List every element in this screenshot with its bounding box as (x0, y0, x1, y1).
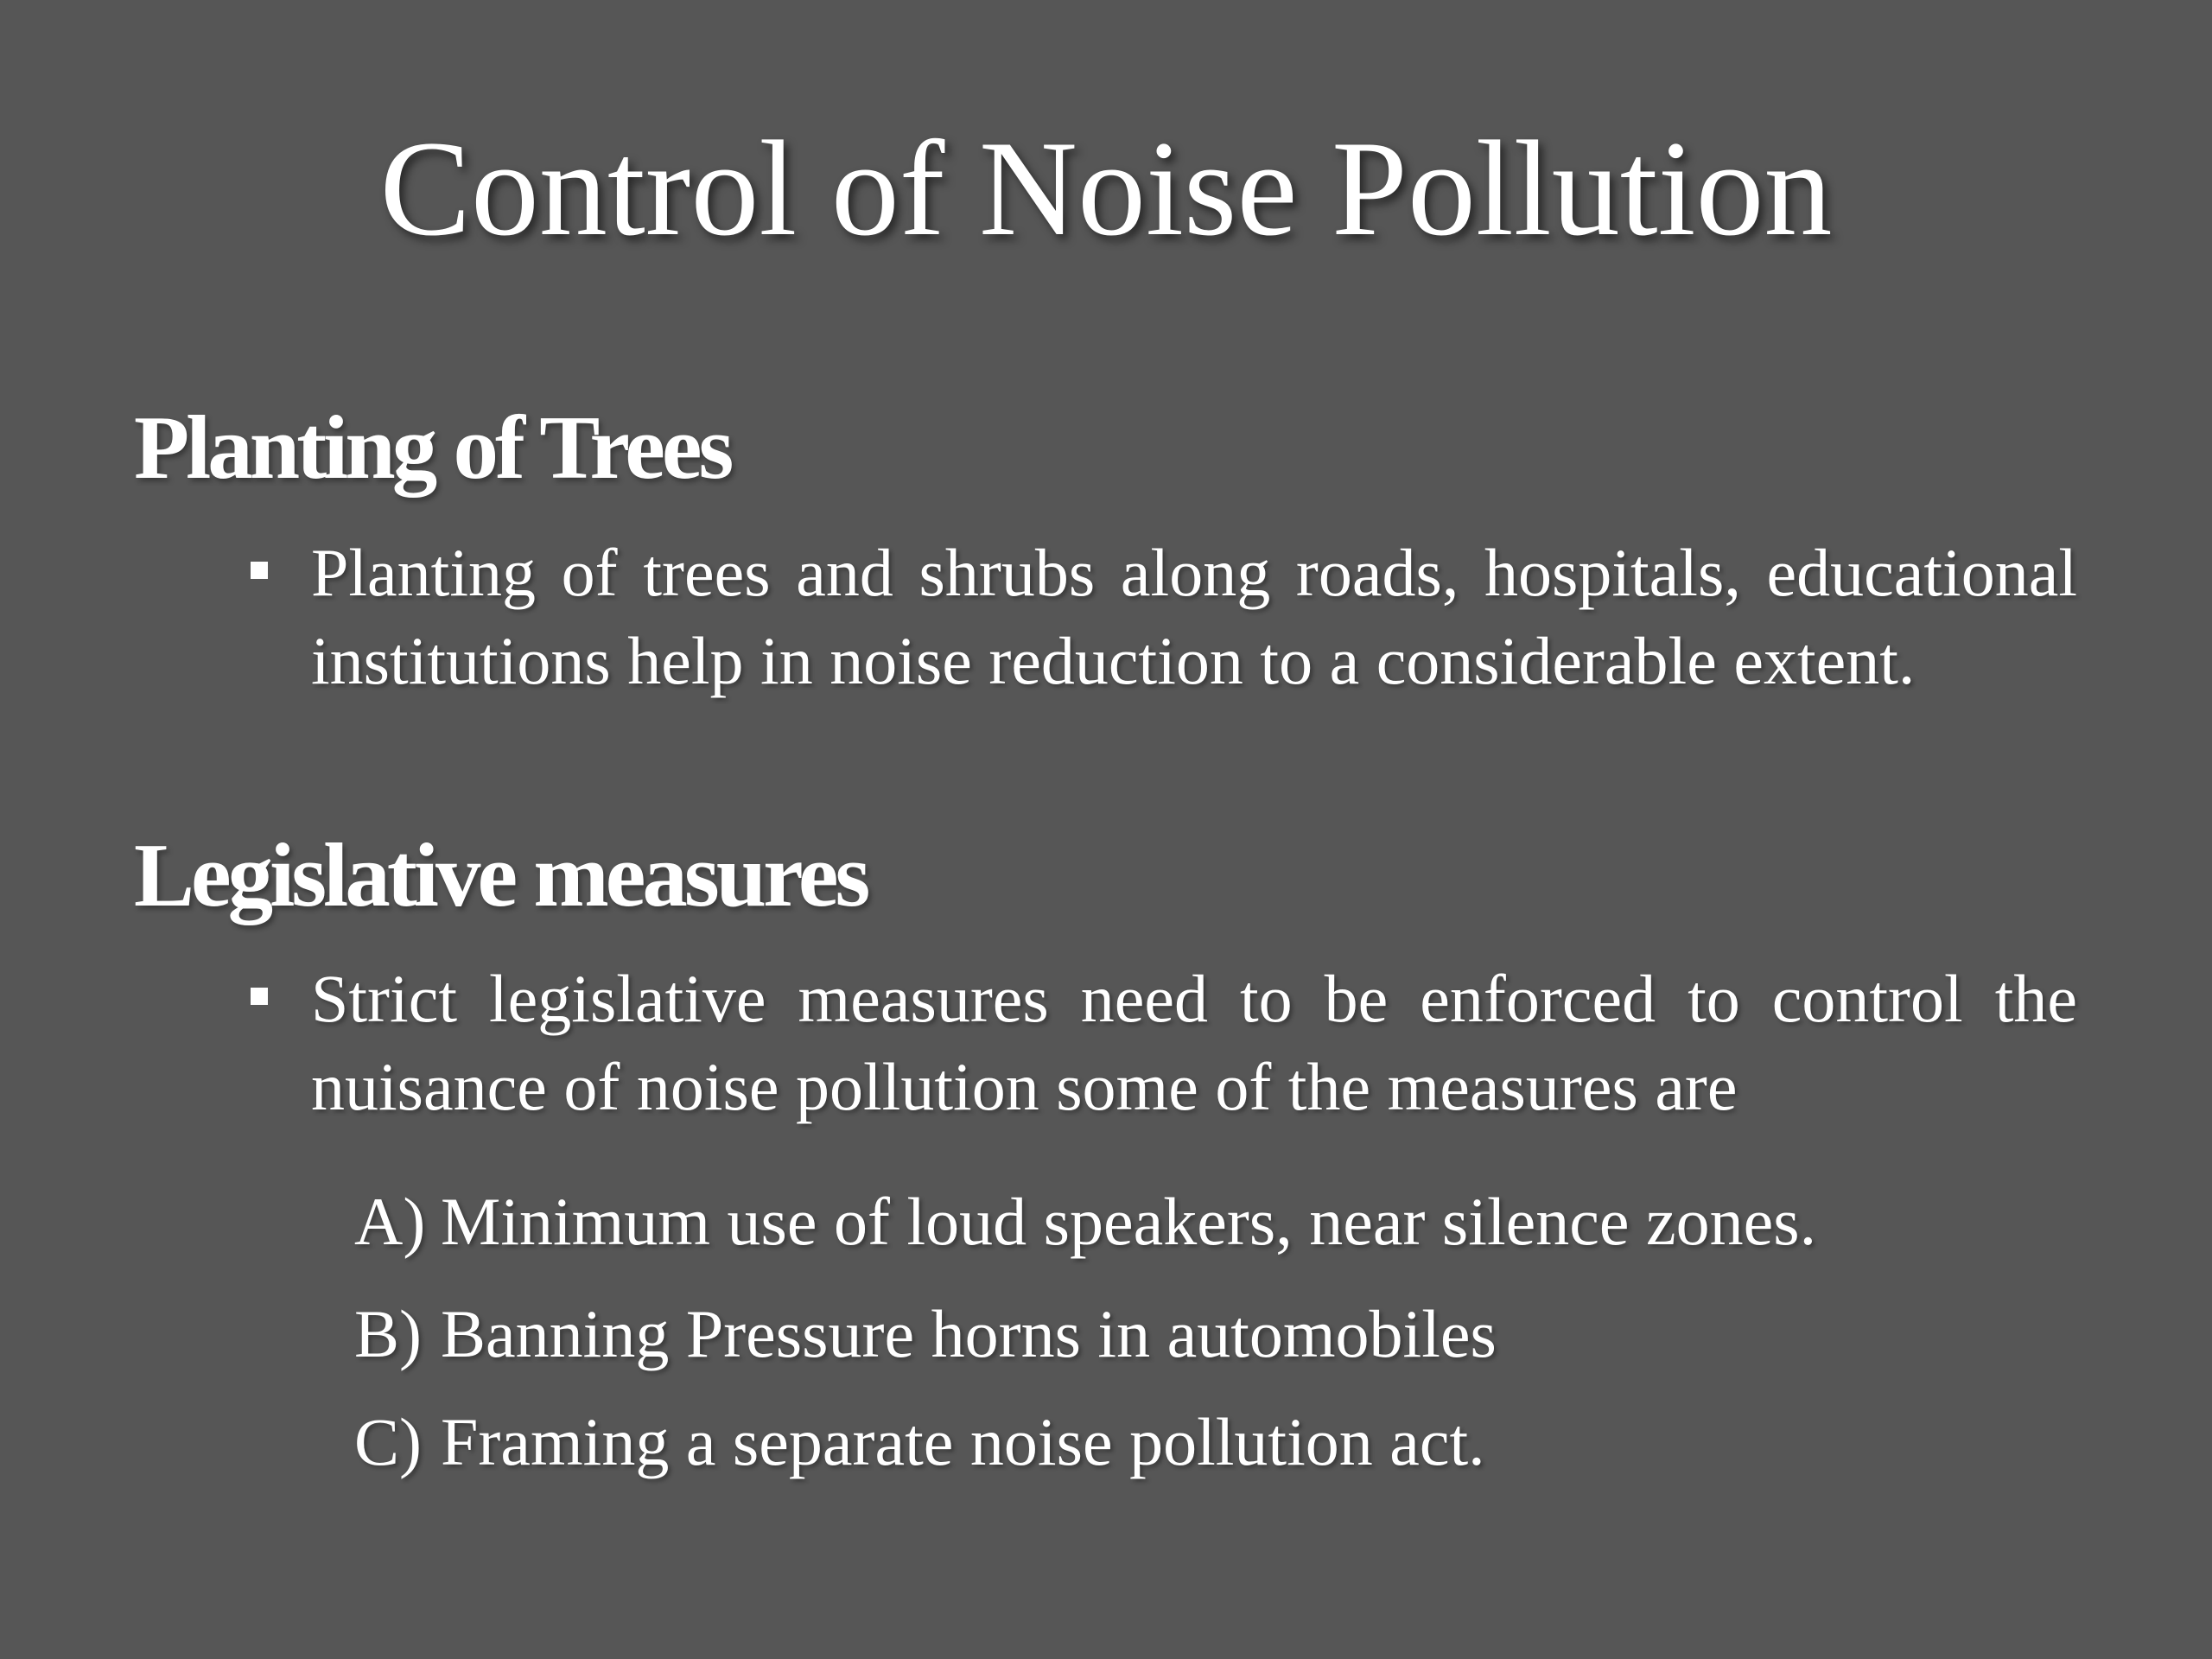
square-bullet-icon (251, 988, 268, 1005)
slide-title: Control of Noise Pollution (379, 113, 1833, 264)
bullet-text: Planting of trees and shrubs along roads, hospitals, educational institutions help in noise reduction to a considerable extent. (311, 535, 2077, 698)
list-marker: B) (354, 1296, 422, 1371)
list-marker: C) (354, 1404, 422, 1479)
bullet-item (251, 529, 2077, 705)
square-bullet-icon (251, 562, 268, 579)
list-item (354, 1404, 1485, 1479)
list-item (354, 1184, 1817, 1259)
bullet-text: Strict legislative measures need to be enforced to control the nuisance of noise pollution some of the measures are (311, 961, 2077, 1124)
section-heading-planting-of-trees: Planting of Trees (134, 397, 731, 498)
list-item-text: Minimum use of loud speakers, near silence zones. (441, 1184, 1817, 1259)
list-item-text: Framing a separate noise pollution act. (441, 1404, 1485, 1479)
bullet-item (251, 955, 2077, 1131)
section-heading-legislative-measures: Legislative measures (134, 824, 868, 925)
list-item-text: Banning Pressure horns in automobiles (441, 1296, 1497, 1371)
list-item (354, 1296, 1497, 1371)
list-marker: A) (354, 1184, 426, 1259)
